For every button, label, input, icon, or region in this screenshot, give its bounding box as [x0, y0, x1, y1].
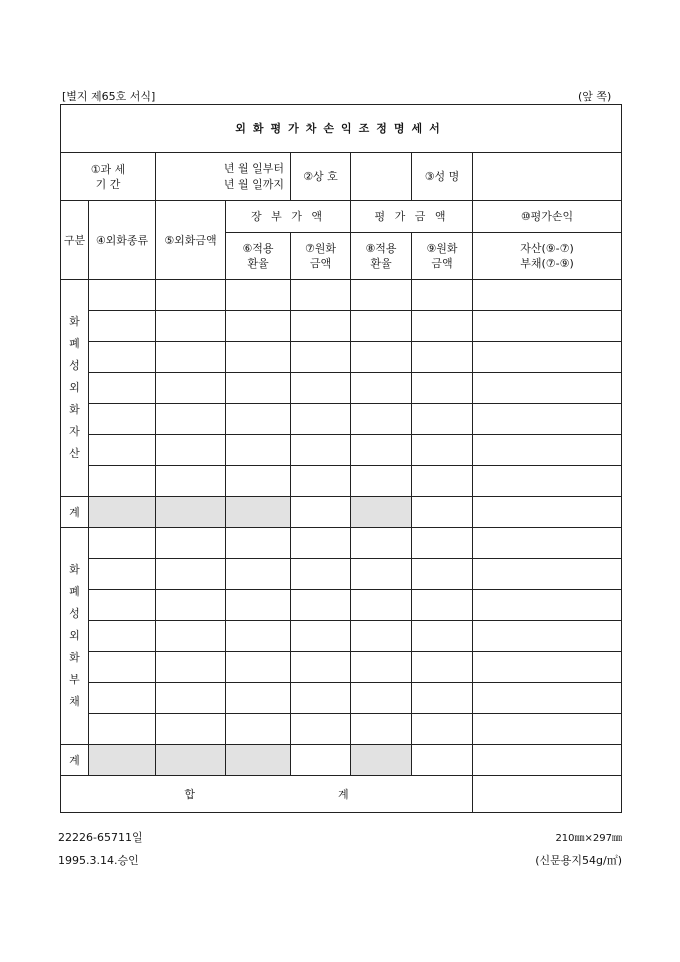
asset-cell[interactable]	[412, 280, 473, 311]
liability-cell[interactable]	[473, 621, 622, 652]
asset-cell[interactable]	[473, 280, 622, 311]
liability-cell[interactable]	[291, 683, 351, 714]
gray-cell	[89, 497, 156, 528]
asset-cell[interactable]	[226, 280, 291, 311]
asset-cell[interactable]	[291, 435, 351, 466]
asset-cell[interactable]	[351, 280, 412, 311]
liability-cell[interactable]	[226, 590, 291, 621]
won-amount-7-line2: 금액	[309, 257, 332, 270]
asset-cell[interactable]	[226, 311, 291, 342]
liability-cell[interactable]	[226, 621, 291, 652]
category-header: 구분	[61, 201, 89, 280]
liability-cell[interactable]	[351, 590, 412, 621]
asset-cell[interactable]	[473, 342, 622, 373]
liability-cell[interactable]	[226, 528, 291, 559]
won-amount-9-line2: 금액	[431, 257, 453, 270]
won-amount-9-header	[412, 233, 473, 280]
asset-cell[interactable]	[291, 373, 351, 404]
liability-cell[interactable]	[291, 528, 351, 559]
form-number: [별지 제65호 서식]	[62, 90, 156, 103]
table-row	[61, 683, 622, 714]
applied-rate-6-line2: 환율	[247, 257, 269, 270]
monetary-assets-label	[61, 280, 89, 497]
asset-label-char: 자	[69, 425, 80, 438]
table-row	[61, 311, 622, 342]
asset-cell[interactable]	[291, 466, 351, 497]
currency-type-header: ④외화종류	[89, 201, 156, 280]
page-side-label: (앞 쪽)	[578, 90, 612, 103]
liability-cell[interactable]	[89, 590, 156, 621]
liability-cell[interactable]	[226, 683, 291, 714]
gray-cell	[351, 745, 412, 776]
grand-total-label-left: 합	[184, 787, 195, 801]
liability-cell[interactable]	[412, 528, 473, 559]
asset-cell[interactable]	[412, 466, 473, 497]
asset-cell[interactable]	[473, 373, 622, 404]
asset-cell[interactable]	[412, 342, 473, 373]
valuation-gain-loss-header: ⑩평가손익	[473, 201, 622, 233]
table-row	[61, 342, 622, 373]
liability-cell[interactable]	[412, 714, 473, 745]
liability-cell[interactable]	[89, 621, 156, 652]
liability-label-char: 부	[69, 673, 80, 686]
asset-cell[interactable]	[226, 373, 291, 404]
liability-cell[interactable]	[89, 559, 156, 590]
liability-cell[interactable]	[291, 714, 351, 745]
valuation-amount-header: 평 가 금 액	[351, 201, 473, 233]
liability-cell[interactable]	[226, 559, 291, 590]
table-row	[61, 404, 622, 435]
asset-cell[interactable]	[156, 404, 226, 435]
approval-date: 1995.3.14.승인	[58, 854, 139, 867]
liability-label-char: 성	[69, 607, 80, 620]
asset-cell[interactable]	[473, 435, 622, 466]
asset-cell[interactable]	[89, 342, 156, 373]
grand-total-label-right: 계	[338, 787, 349, 801]
liability-label-char: 외	[69, 629, 80, 642]
asset-cell[interactable]	[89, 404, 156, 435]
liability-cell[interactable]	[473, 714, 622, 745]
liabilities-subtotal-row	[61, 745, 622, 776]
liability-cell[interactable]	[351, 559, 412, 590]
liabilities-subtotal-label: 계	[61, 745, 89, 776]
liability-cell[interactable]	[89, 528, 156, 559]
asset-cell[interactable]	[156, 342, 226, 373]
period-value-cell[interactable]	[156, 153, 291, 201]
liability-cell[interactable]	[351, 621, 412, 652]
liability-cell[interactable]	[156, 559, 226, 590]
liability-cell[interactable]	[412, 652, 473, 683]
applied-rate-8-header	[351, 233, 412, 280]
asset-cell[interactable]	[156, 435, 226, 466]
liability-cell[interactable]	[291, 590, 351, 621]
asset-cell[interactable]	[291, 311, 351, 342]
asset-cell[interactable]	[291, 280, 351, 311]
asset-cell[interactable]	[291, 404, 351, 435]
liability-cell[interactable]	[291, 621, 351, 652]
subtotal-cell[interactable]	[412, 745, 473, 776]
period-to: 년 월 일까지	[223, 177, 284, 191]
liability-cell[interactable]	[156, 528, 226, 559]
asset-cell[interactable]	[226, 342, 291, 373]
liability-cell[interactable]	[473, 559, 622, 590]
applied-rate-8-line2: 환율	[370, 257, 392, 270]
assets-subtotal-row	[61, 497, 622, 528]
liability-cell[interactable]	[156, 621, 226, 652]
asset-cell[interactable]	[473, 404, 622, 435]
subtotal-cell[interactable]	[473, 497, 622, 528]
period-from: 년 월 일부터	[223, 161, 284, 175]
asset-cell[interactable]	[156, 311, 226, 342]
applied-rate-6-line1: ⑥적용	[242, 242, 274, 255]
liability-cell[interactable]	[351, 652, 412, 683]
asset-label-char: 폐	[69, 337, 80, 350]
table-row	[61, 652, 622, 683]
asset-cell[interactable]	[351, 466, 412, 497]
name-label: ③성 명	[412, 153, 473, 201]
statement-form-table	[60, 104, 622, 813]
gray-cell	[89, 745, 156, 776]
liability-cell[interactable]	[89, 683, 156, 714]
paper-type: (신문용지54g/㎡)	[535, 854, 622, 867]
asset-label-char: 성	[69, 359, 80, 372]
liability-cell[interactable]	[351, 683, 412, 714]
liability-cell[interactable]	[291, 559, 351, 590]
subtotal-cell[interactable]	[291, 745, 351, 776]
won-amount-7-header	[291, 233, 351, 280]
company-value[interactable]	[351, 153, 412, 201]
liability-cell[interactable]	[156, 714, 226, 745]
liability-cell[interactable]	[156, 590, 226, 621]
table-row	[61, 621, 622, 652]
liability-cell[interactable]	[351, 528, 412, 559]
currency-amount-header: ⑤외화금액	[156, 201, 226, 280]
asset-cell[interactable]	[412, 404, 473, 435]
liability-cell[interactable]	[412, 621, 473, 652]
applied-rate-6-header	[226, 233, 291, 280]
liability-cell[interactable]	[351, 714, 412, 745]
asset-label-char: 외	[69, 381, 80, 394]
asset-cell[interactable]	[351, 342, 412, 373]
liability-cell[interactable]	[412, 559, 473, 590]
liability-label-char: 채	[69, 695, 80, 708]
book-value-header: 장 부 가 액	[226, 201, 351, 233]
liability-cell[interactable]	[226, 714, 291, 745]
monetary-liabilities-label	[61, 528, 89, 745]
table-row	[61, 714, 622, 745]
asset-cell[interactable]	[156, 466, 226, 497]
liability-formula: 부채(⑦-⑨)	[520, 257, 574, 270]
form-title: 외화평가차손익조정명세서	[61, 105, 622, 153]
asset-cell[interactable]	[89, 373, 156, 404]
grand-total-row	[61, 776, 622, 813]
form-code: 22226-65711일	[58, 831, 143, 844]
subtotal-cell[interactable]	[473, 745, 622, 776]
asset-cell[interactable]	[351, 404, 412, 435]
asset-cell[interactable]	[412, 435, 473, 466]
won-amount-7-line1: ⑦원화	[304, 242, 337, 255]
assets-subtotal-label: 계	[61, 497, 89, 528]
asset-cell[interactable]	[226, 466, 291, 497]
liability-cell[interactable]	[412, 683, 473, 714]
liability-label-char: 화	[69, 651, 80, 664]
liability-cell[interactable]	[473, 528, 622, 559]
grand-total-label	[61, 776, 473, 813]
asset-label-char: 산	[69, 447, 80, 460]
asset-cell[interactable]	[89, 466, 156, 497]
table-row	[61, 373, 622, 404]
gain-loss-formula-header	[473, 233, 622, 280]
asset-cell[interactable]	[226, 404, 291, 435]
gray-cell	[156, 497, 226, 528]
liability-cell[interactable]	[473, 652, 622, 683]
liability-cell[interactable]	[89, 714, 156, 745]
liability-cell[interactable]	[412, 590, 473, 621]
asset-label-char: 화	[69, 315, 80, 328]
asset-cell[interactable]	[473, 466, 622, 497]
liability-cell[interactable]	[473, 590, 622, 621]
won-amount-9-line1: ⑨원화	[426, 242, 458, 255]
table-row	[61, 466, 622, 497]
subtotal-cell[interactable]	[291, 497, 351, 528]
grand-total-value[interactable]	[473, 776, 622, 813]
name-value[interactable]	[473, 153, 622, 201]
asset-cell[interactable]	[412, 311, 473, 342]
liability-cell[interactable]	[473, 683, 622, 714]
period-label-cell	[61, 153, 156, 201]
asset-cell[interactable]	[156, 280, 226, 311]
asset-cell[interactable]	[473, 311, 622, 342]
liability-label-char: 화	[69, 563, 80, 576]
asset-cell[interactable]	[351, 373, 412, 404]
gray-cell	[156, 745, 226, 776]
asset-cell[interactable]	[89, 435, 156, 466]
applied-rate-8-line1: ⑧적용	[365, 242, 397, 255]
liability-label-char: 폐	[69, 585, 80, 598]
asset-label-char: 화	[69, 403, 80, 416]
liability-cell[interactable]	[226, 652, 291, 683]
table-row	[61, 435, 622, 466]
liability-cell[interactable]	[291, 652, 351, 683]
asset-cell[interactable]	[351, 435, 412, 466]
period-label-1: ①과 세	[90, 162, 126, 176]
gray-cell	[226, 745, 291, 776]
period-label-2: 기 간	[95, 177, 121, 191]
asset-cell[interactable]	[89, 311, 156, 342]
asset-cell[interactable]	[291, 342, 351, 373]
liability-cell[interactable]	[156, 683, 226, 714]
subtotal-cell[interactable]	[412, 497, 473, 528]
table-row	[61, 590, 622, 621]
liability-cell[interactable]	[89, 652, 156, 683]
asset-cell[interactable]	[412, 373, 473, 404]
gray-cell	[351, 497, 412, 528]
liability-cell[interactable]	[156, 652, 226, 683]
paper-size: 210㎜×297㎜	[555, 833, 622, 844]
table-row	[61, 559, 622, 590]
company-label: ②상 호	[291, 153, 351, 201]
asset-formula: 자산(⑨-⑦)	[520, 242, 574, 255]
gray-cell	[226, 497, 291, 528]
asset-cell[interactable]	[226, 435, 291, 466]
asset-cell[interactable]	[156, 373, 226, 404]
asset-cell[interactable]	[89, 280, 156, 311]
asset-cell[interactable]	[351, 311, 412, 342]
